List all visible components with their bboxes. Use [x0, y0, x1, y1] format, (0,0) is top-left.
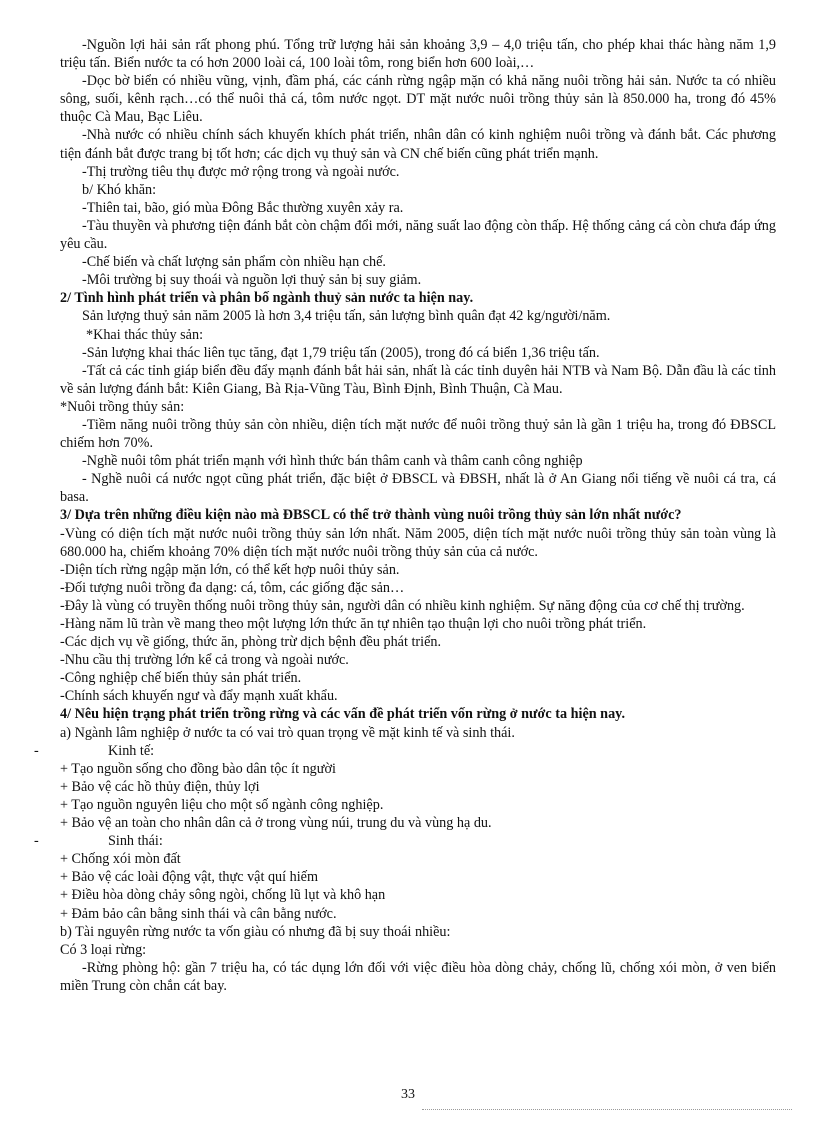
page-number: 33 [401, 1087, 415, 1102]
subheading-difficulties: b/ Khó khăn: [82, 181, 157, 198]
list-item: + Điều hòa dòng chảy sông ngòi, chống lũ lụt và khô hạn [60, 887, 386, 904]
list-item: + Bảo vệ các loài động vật, thực vật quí hiếm [60, 869, 318, 886]
subheading-ecology [34, 832, 776, 850]
footer-rule [422, 1109, 792, 1110]
paragraph: -Nhu cầu thị trường lớn kể cả trong và ngoài nước. [60, 652, 349, 669]
paragraph: a) Ngành lâm nghiệp ở nước ta có vai trò quan trọng về mặt kinh tế và sinh thái. [60, 724, 515, 741]
subheading-economy [34, 742, 776, 760]
paragraph: - Nghề nuôi cá nước ngọt cũng phát triển, đặc biệt ở ĐBSCL và ĐBSH, nhất là ở An Giang nổi tiếng về nuôi cá tra, cá basa. [60, 471, 776, 506]
dash-marker: - [34, 833, 39, 850]
paragraph: Sản lượng thuỷ sản năm 2005 là hơn 3,4 triệu tấn, sản lượng bình quân đạt 42 kg/người/năm. [82, 308, 611, 325]
paragraph: -Đây là vùng có truyền thống nuôi trồng thủy sản, người dân có nhiều kinh nghiệm. Sự năng động của cơ chế thị trường. [60, 597, 745, 614]
paragraph: -Các dịch vụ về giống, thức ăn, phòng trừ dịch bệnh đều phát triển. [60, 634, 442, 651]
paragraph: b) Tài nguyên rừng nước ta vốn giàu có nhưng đã bị suy thoái nhiều: [60, 923, 451, 940]
list-item: + Tạo nguồn nguyên liệu cho một số ngành công nghiệp. [60, 796, 384, 813]
section-heading-2: 2/ Tình hình phát triển và phân bố ngành thuỷ sản nước ta hiện nay. [60, 290, 474, 307]
paragraph: -Hàng năm lũ tràn về mang theo một lượng lớn thức ăn tự nhiên tạo thuận lợi cho nuôi trồng phát triển. [60, 616, 647, 632]
list-item: + Bảo vệ các hồ thủy điện, thủy lợi [60, 778, 260, 795]
paragraph: -Nhà nước có nhiều chính sách khuyến khích phát triển, nhân dân có kinh nghiệm nuôi trồng và đánh bắt. Các phương tiện đánh bắt được trang bị tốt hơn; các dịch vụ thuỷ sản và CN chế biến cũng phát triển mạnh. [60, 127, 776, 162]
section-heading-3: 3/ Dựa trên những điều kiện nào mà ĐBSCL có thể trở thành vùng nuôi trồng thủy sản lớn nhất nước? [60, 507, 682, 524]
subheading-fishing: *Khai thác thủy sản: [86, 326, 204, 343]
paragraph: -Nghề nuôi tôm phát triển mạnh với hình thức bán thâm canh và thâm canh công nghiệp [82, 453, 583, 470]
paragraph: -Dọc bờ biển có nhiều vũng, vịnh, đầm phá, các cánh rừng ngập mặn có khả năng nuôi trồng hải sản. Nước ta có nhiều sông, suối, kênh rạch…có thể nuôi thả cá, tôm nước ngọt. DT mặt nước nuôi trồng thủy sản là 850.000 ha, trong đó 45% thuộc Cà Mau, Bạc Liêu. [60, 73, 776, 126]
paragraph: -Diện tích rừng ngập mặn lớn, có thể kết hợp nuôi thủy sản. [60, 561, 400, 578]
paragraph: -Đối tượng nuôi trồng đa dạng: cá, tôm, các giống đặc sản… [60, 579, 405, 596]
subheading-aquaculture: *Nuôi trồng thủy sản: [60, 398, 185, 415]
paragraph: -Môi trường bị suy thoái và nguồn lợi thuỷ sản bị suy giảm. [82, 272, 422, 289]
subheading-label: Sinh thái: [108, 833, 163, 850]
paragraph: -Sản lượng khai thác liên tục tăng, đạt 1,79 triệu tấn (2005), trong đó cá biển 1,36 triệu tấn. [82, 344, 600, 361]
paragraph: -Chính sách khuyến ngư và đẩy mạnh xuất khẩu. [60, 688, 338, 705]
subheading-label: Kinh tế: [108, 742, 155, 759]
list-item: + Đảm bảo cân bằng sinh thái và cân bằng nước. [60, 905, 337, 922]
paragraph: -Công nghiệp chế biến thủy sản phát triển. [60, 670, 302, 687]
paragraph: -Rừng phòng hộ: gần 7 triệu ha, có tác dụng lớn đối với việc điều hòa dòng chảy, chống lũ, chống xói mòn, ở ven biển miền Trung còn chắn cát bay. [60, 959, 776, 994]
paragraph: -Chế biến và chất lượng sản phẩm còn nhiều hạn chế. [82, 254, 386, 271]
list-item: + Chống xói mòn đất [60, 851, 181, 868]
paragraph: -Thị trường tiêu thụ được mở rộng trong và ngoài nước. [82, 163, 400, 180]
paragraph: -Vùng có diện tích mặt nước nuôi trồng thủy sản lớn nhất. Năm 2005, diện tích mặt nước nuôi trồng thủy sản toàn vùng là 680.000 ha, chiếm khoảng 70% diện tích mặt nước nuôi trồng thủy sản của cả nước. [60, 525, 776, 560]
document-page [34, 36, 776, 995]
paragraph: -Tất cả các tỉnh giáp biển đều đẩy mạnh đánh bắt hải sản, nhất là các tỉnh duyên hải NTB và Nam Bộ. Dẫn đầu là các tỉnh về sản lượng đánh bắt: Kiên Giang, Bà Rịa-Vũng Tàu, Bình Định, Bình Thuận, Cà Mau. [60, 362, 776, 397]
paragraph: -Thiên tai, bão, gió mùa Đông Bắc thường xuyên xảy ra. [82, 199, 404, 216]
paragraph: -Tiềm năng nuôi trồng thủy sản còn nhiều, diện tích mặt nước để nuôi trồng thuỷ sản là gần 1 triệu ha, trong đó ĐBSCL chiếm hơn 70%. [60, 416, 776, 452]
paragraph: -Tàu thuyền và phương tiện đánh bắt còn chậm đổi mới, năng suất lao động còn thấp. Hệ thống cảng cá còn chưa đáp ứng yêu cầu. [60, 217, 776, 253]
paragraph: -Nguồn lợi hải sản rất phong phú. Tổng trữ lượng hải sản khoảng 3,9 – 4,0 triệu tấn, cho phép khai thác hàng năm 1,9 triệu tấn. Biển nước ta có hơn 2000 loài cá, 100 loài tôm, rong biển hơn 600 loài,… [60, 37, 776, 72]
paragraph: Có 3 loại rừng: [60, 941, 147, 958]
list-item: + Bảo vệ an toàn cho nhân dân cả ở trong vùng núi, trung du và vùng hạ du. [60, 815, 492, 832]
list-item: + Tạo nguồn sống cho đồng bào dân tộc ít người [60, 760, 336, 777]
section-heading-4: 4/ Nêu hiện trạng phát triển trồng rừng và các vấn đề phát triển vốn rừng ở nước ta hiện nay. [60, 706, 626, 723]
dash-marker: - [34, 742, 39, 759]
